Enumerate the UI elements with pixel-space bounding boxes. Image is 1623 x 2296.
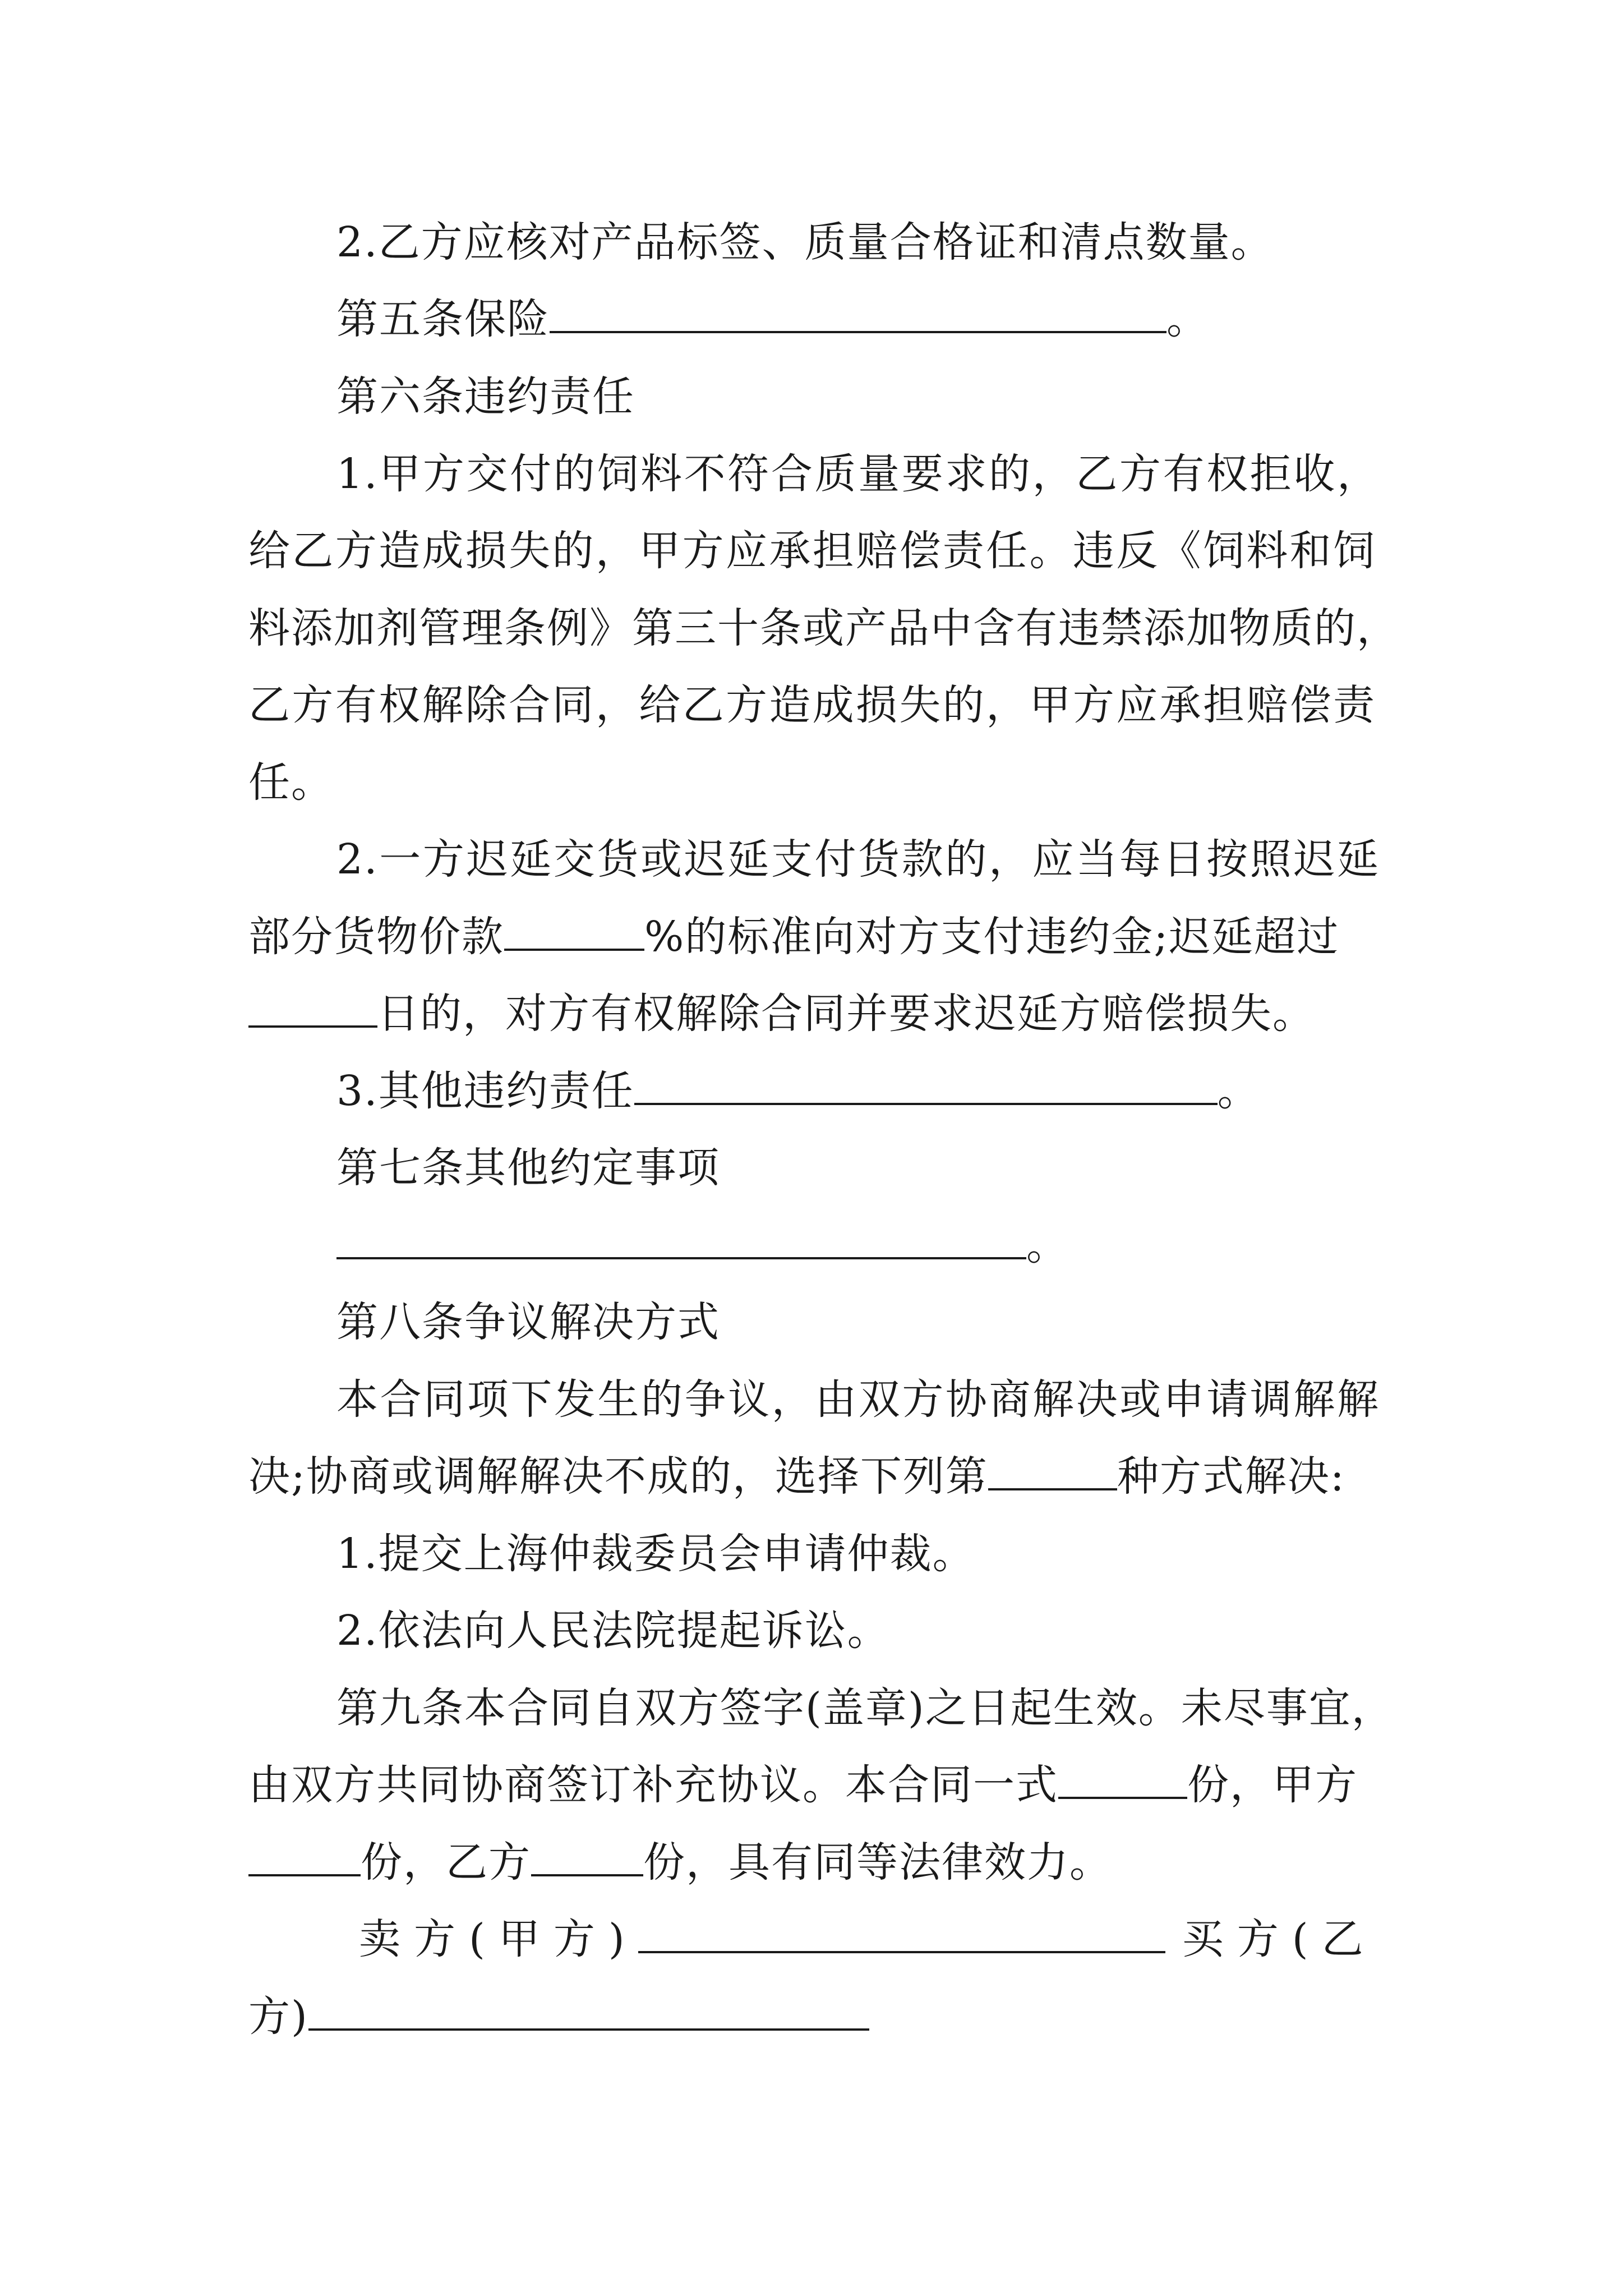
clause-7-heading [336, 1129, 1380, 1207]
text-line: 2.一方迟延交货或迟延支付货款的，应当每日按照迟延 [336, 835, 1380, 884]
fill-in-blank-insurance[interactable] [550, 292, 1166, 333]
paragraph-line [248, 512, 1376, 590]
paragraph-line [248, 666, 1376, 744]
text-line: 决;协商或调解解决不成的，选择下列第 [248, 1452, 988, 1501]
buyer-label: 买方(乙 [1182, 1915, 1377, 1963]
fill-in-blank-copies-party-a[interactable] [248, 1835, 361, 1876]
clause-5-insurance [336, 280, 1380, 358]
clause-6-heading [336, 357, 1380, 436]
fill-in-blank-copies-party-b[interactable] [531, 1835, 643, 1876]
text-line: 第八条争议解决方式 [336, 1298, 720, 1346]
fill-in-blank-copies-total[interactable] [1058, 1757, 1187, 1799]
text-line: 第七条其他约定事项 [336, 1144, 720, 1192]
clause-8-heading [336, 1283, 1380, 1361]
fill-in-blank-delay-days[interactable] [248, 986, 377, 1028]
clause-6-item-3 [336, 1052, 1380, 1130]
clause-9-body [336, 1669, 1394, 1747]
text-line: 。 [1026, 1221, 1069, 1269]
seller-label: 卖方(甲方) [359, 1915, 638, 1963]
text-line: 份，具有同等法律效力。 [643, 1838, 1112, 1887]
paragraph-line [248, 589, 1399, 668]
text-line: 第六条违约责任 [336, 372, 635, 421]
fill-in-blank-penalty-percent[interactable] [504, 909, 644, 951]
paragraph-line [248, 1823, 1376, 1902]
text-line: %的标准向对方支付违约金;迟延超过 [644, 913, 1340, 961]
fill-in-blank-other-liability[interactable] [634, 1064, 1218, 1105]
fill-in-blank-dispute-option[interactable] [988, 1449, 1117, 1490]
paragraph-line [248, 898, 1376, 976]
text-line: 种方式解决: [1117, 1452, 1345, 1501]
buyer-label-cont: 方) [248, 1993, 308, 2041]
clause-4-item-2 [336, 203, 1380, 282]
clause-8-option-2 [336, 1591, 1380, 1670]
text-line: 第九条本合同自双方签字(盖章)之日起生效。未尽事宜， [336, 1684, 1394, 1732]
text-line: 部分货物价款 [248, 913, 504, 961]
text-line: 。 [1217, 1067, 1260, 1115]
signature-line-seller-buyer [359, 1900, 1380, 1978]
paragraph-line [248, 974, 1376, 1053]
text-line: 本合同项下发生的争议，由双方协商解决或申请调解解 [336, 1375, 1380, 1424]
text-line: 日的，对方有权解除合同并要求迟延方赔偿损失。 [377, 990, 1315, 1038]
fill-in-blank-seller-signature[interactable] [638, 1912, 1165, 1953]
fill-in-blank-other-matters[interactable] [336, 1218, 1026, 1259]
clause-6-item-2 [336, 820, 1380, 899]
fill-in-blank-buyer-signature[interactable] [308, 1989, 869, 2031]
text-line: 第五条保险 [336, 295, 550, 343]
text-line: 1.提交上海仲裁委员会申请仲裁。 [336, 1530, 975, 1578]
text-line: 给乙方造成损失的，甲方应承担赔偿责任。违反《饲料和饲 [248, 527, 1376, 575]
clause-6-item-1 [336, 435, 1380, 513]
text-line: 份，乙方 [361, 1838, 531, 1887]
text-line: 。 [1166, 295, 1209, 343]
text-line: 料添加剂管理条例》第三十条或产品中含有违禁添加物质的， [248, 604, 1399, 652]
text-line: 乙方有权解除合同，给乙方造成损失的，甲方应承担赔偿责 [248, 681, 1376, 729]
signature-line-buyer-cont [248, 1977, 1376, 2056]
text-line: 1.甲方交付的饲料不符合质量要求的，乙方有权拒收， [336, 450, 1380, 498]
text-line: 2.依法向人民法院提起诉讼。 [336, 1607, 890, 1655]
text-line: 由双方共同协商签订补充协议。本合同一式 [248, 1761, 1058, 1809]
paragraph-line [248, 1746, 1376, 1824]
paragraph-line [248, 1437, 1376, 1516]
clause-8-option-1 [336, 1515, 1380, 1593]
text-line: 3.其他违约责任 [336, 1067, 634, 1115]
text-line: 任。 [248, 758, 334, 807]
paragraph-line [248, 743, 1376, 822]
clause-7-blank-line [336, 1206, 1380, 1285]
text-line: 2.乙方应核对产品标签、质量合格证和清点数量。 [336, 218, 1274, 266]
text-line: 份，甲方 [1187, 1761, 1358, 1809]
clause-8-body [336, 1360, 1380, 1439]
